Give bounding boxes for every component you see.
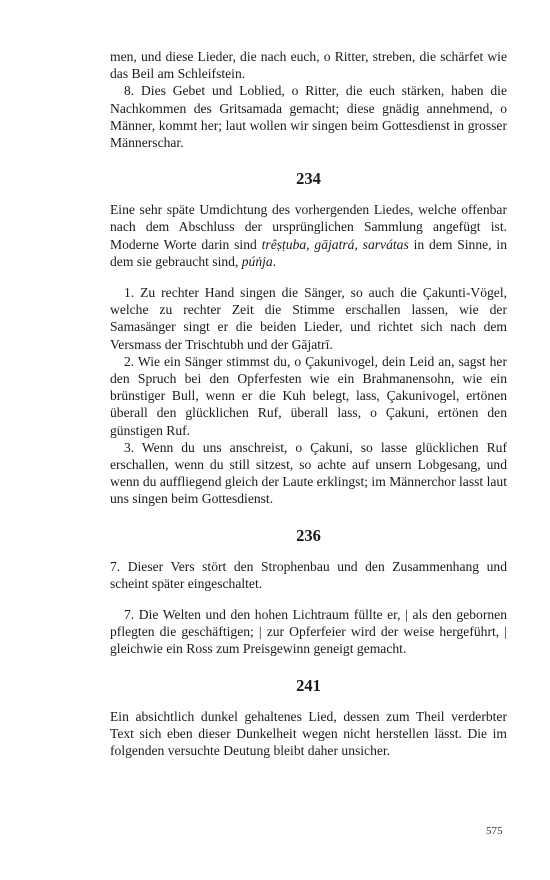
verse-8: 8. Dies Gebet und Loblied, o Ritter, die euch stärken, haben die Nachkommen des Gritsamada gemacht; diese gnädig annehmend, o Männer, kommt her; laut wollen wir singen beim Gottesdienst in grosser Männerschar.: [110, 83, 507, 151]
section-heading-236: 236: [296, 525, 321, 545]
page-body: [110, 48, 507, 759]
commentary-234-italic-word: púṅja: [241, 253, 273, 269]
verse-234-2: 2. Wie ein Sänger stimmst du, o Çakunivogel, dein Leid an, sagst her den Spruch bei den Opferfesten wie ein Brahmanensohn, wie ein brünstiger Bull, wenn er die Kuh belegt, lass, Çakunivogel, ertönen überall den glücklichen Ruf, überall lass, o Çakuni, ertönen den günstigen Ruf.: [110, 353, 507, 438]
commentary-234: [110, 201, 507, 270]
paragraph-continuation: men, und diese Lieder, die nach euch, o Ritter, streben, die schärfet wie das Beil am Schleifstein.: [110, 49, 507, 82]
page-number: 575: [486, 825, 503, 837]
section-heading-241: 241: [296, 675, 321, 695]
verse-236-7: 7. Die Welten und den hohen Lichtraum füllte er, | als den gebornen pflegten die geschäftigen; | zur Opferfeier wird der weise hergeführt, | gleichwie ein Ross zum Preisgewinn geneigt gemacht.: [110, 607, 507, 657]
commentary-236: 7. Dieser Vers stört den Strophenbau und den Zusammenhang und scheint später eingeschaltet.: [110, 558, 507, 591]
commentary-234-italic-words: trêṣṭuba, gājatrá, sarvátas: [261, 236, 409, 252]
section-heading-234: 234: [296, 169, 321, 189]
commentary-241: Ein absichtlich dunkel gehaltenes Lied, dessen zum Theil verderbter Text sich eben dieser Dunkelheit wegen nicht herstellen lässt. Die im folgenden versuchte Deutung bleibt daher unsicher.: [110, 708, 507, 759]
verse-234-1: 1. Zu rechter Hand singen die Sänger, so auch die Çakunti-Vögel, welche zu rechter Zeit die Stimme erschallen lassen, wie der Samasänger singt er die beiden Lieder, und richtet sich nach dem Versmass der Trischtubh und der Gājatrī.: [110, 285, 507, 352]
commentary-234-text-b: in dem Sinne, in dem sie gebraucht sind,: [110, 236, 507, 269]
commentary-234-text-c: .: [272, 253, 277, 269]
commentary-234-text-a: Eine sehr späte Umdichtung des vorhergenden Liedes, welche offenbar nach dem Abschluss der ursprünglichen Sammlung angefügt ist. Moderne Worte darin sind: [110, 202, 507, 252]
verse-234-3: 3. Wenn du uns anschreist, o Çakuni, so lasse glücklichen Ruf erschallen, wenn du still sitzest, so achte auf unsern Lobgesang, und wenn du auffliegend gleich der Laute erklingst; im Männerchor lasst laut uns singen beim Gottesdienst.: [110, 439, 507, 507]
